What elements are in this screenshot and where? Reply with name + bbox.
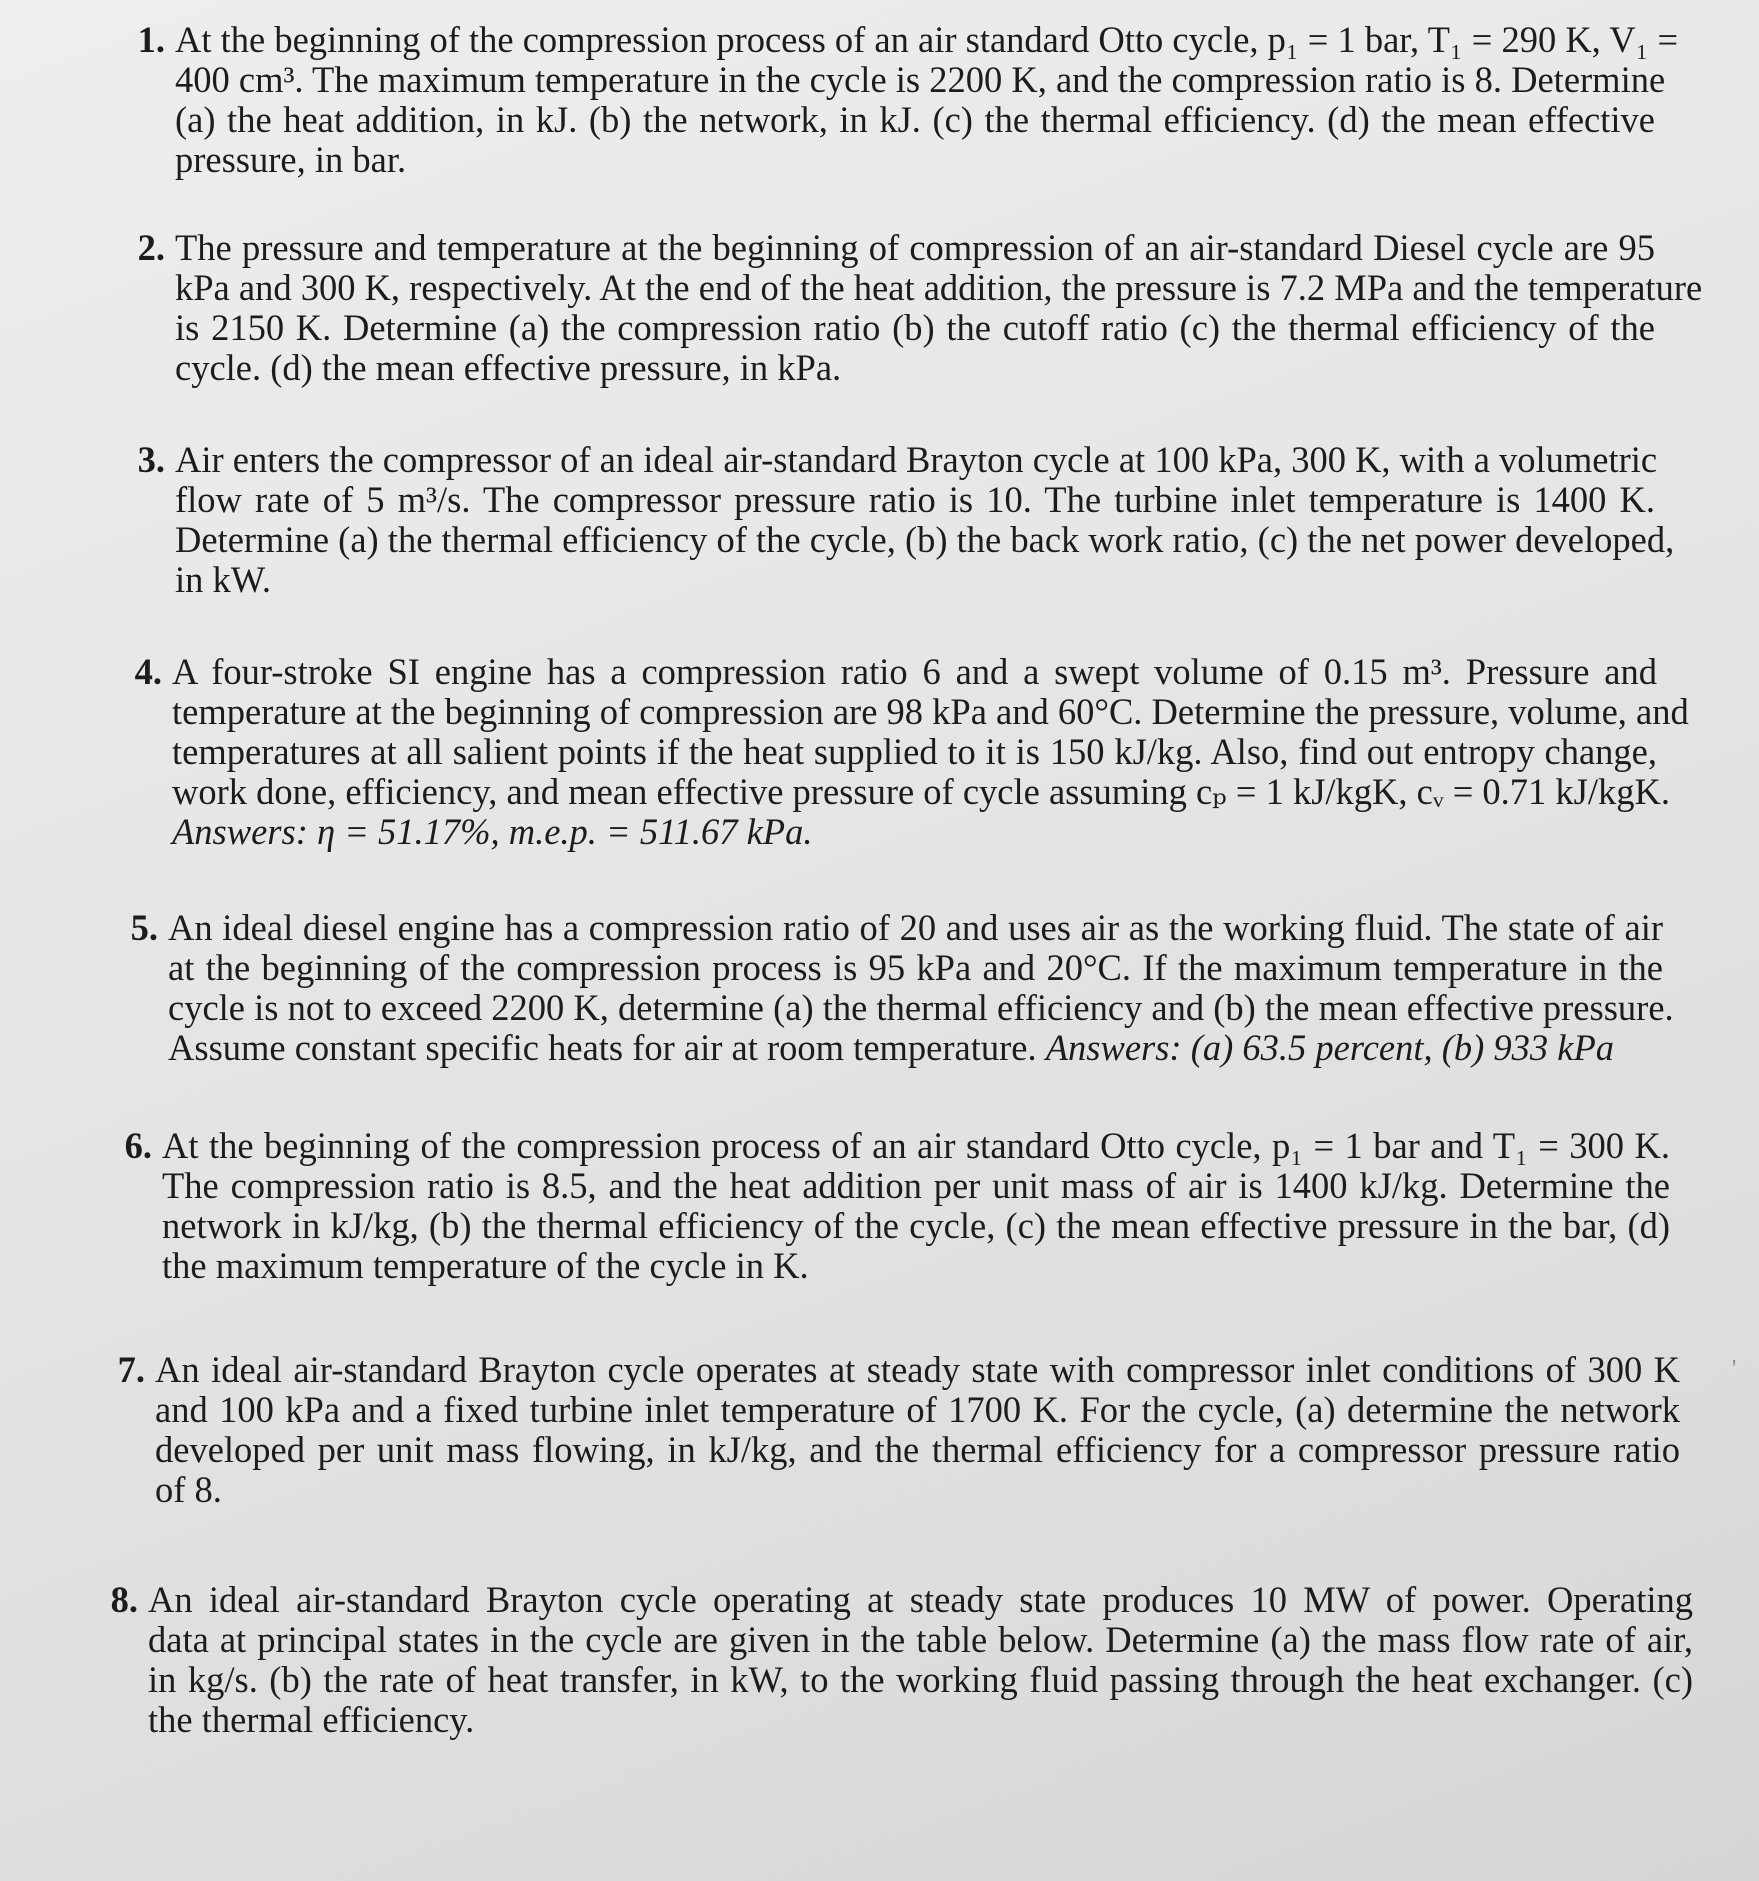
- problem-1: [137, 19, 1679, 180]
- problem-5: [130, 907, 1674, 1068]
- problem-number: 5.: [130, 907, 158, 948]
- problem-line: Assume constant specific heats for air at room temperature.: [168, 1027, 1037, 1068]
- problem-4: [134, 651, 1689, 852]
- problem-number: 3.: [137, 439, 165, 480]
- problem-8: [110, 1579, 1693, 1740]
- problem-line: 400 cm³. The maximum temperature in the cycle is 2200 K, and the compression ratio is 8. Determine: [175, 59, 1666, 100]
- problem-line: in kW.: [175, 559, 271, 600]
- problem-line: pressure, in bar.: [175, 139, 407, 180]
- answers-text: Answers: (a) 63.5 percent, (b) 933 kPa: [1045, 1027, 1615, 1068]
- problem-line: the maximum temperature of the cycle in K.: [162, 1245, 809, 1286]
- problem-line: the thermal efficiency.: [148, 1699, 475, 1740]
- problem-number: 1.: [137, 19, 165, 60]
- problem-line: and 100 kPa and a fixed turbine inlet temperature of 1700 K. For the cycle, (a) determine the network: [155, 1389, 1680, 1430]
- problem-number: 6.: [124, 1125, 152, 1166]
- problem-number: 8.: [110, 1579, 138, 1620]
- problem-2: [137, 227, 1703, 388]
- problem-line: flow rate of 5 m³/s. The compressor pressure ratio is 10. The turbine inlet temperature is 1400 K.: [175, 479, 1655, 520]
- problem-line: Determine (a) the thermal efficiency of the cycle, (b) the back work ratio, (c) the net power developed,: [175, 519, 1675, 560]
- problem-line: An ideal diesel engine has a compression ratio of 20 and uses air as the working fluid. The state of air: [168, 907, 1663, 948]
- problem-line: in kg/s. (b) the rate of heat transfer, in kW, to the working fluid passing through the heat exchanger. (c): [148, 1659, 1693, 1700]
- problem-3: [137, 439, 1675, 600]
- problem-line: kPa and 300 K, respectively. At the end of the heat addition, the pressure is 7.2 MPa and the temperature: [175, 267, 1703, 308]
- problem-line: work done, efficiency, and mean effective pressure of cycle assuming cₚ = 1 kJ/kgK, cᵥ = 0.71 kJ/kgK.: [172, 771, 1671, 812]
- problem-line: At the beginning of the compression process of an air standard Otto cycle, p₁ = 1 bar, T₁ = 290 K, V₁ =: [175, 19, 1679, 60]
- problem-line: The pressure and temperature at the beginning of compression of an air-standard Diesel cycle are 95: [175, 227, 1655, 268]
- problem-line: At the beginning of the compression process of an air standard Otto cycle, p₁ = 1 bar and T₁ = 300 K.: [162, 1125, 1670, 1166]
- stray-mark: ': [1732, 1356, 1737, 1382]
- problem-number: 4.: [134, 651, 162, 692]
- problem-line: is 2150 K. Determine (a) the compression ratio (b) the cutoff ratio (c) the thermal efficiency of the: [175, 307, 1655, 348]
- problem-line-with-answers: [168, 1028, 1663, 1068]
- problem-line: temperature at the beginning of compression are 98 kPa and 60°C. Determine the pressure, volume, and: [172, 691, 1689, 732]
- problem-line: A four-stroke SI engine has a compression ratio 6 and a swept volume of 0.15 m³. Pressure and: [172, 651, 1657, 692]
- problem-line: developed per unit mass flowing, in kJ/kg, and the thermal efficiency for a compressor pressure ratio: [155, 1429, 1680, 1470]
- problem-line: An ideal air-standard Brayton cycle operates at steady state with compressor inlet conditions of 300 K: [155, 1349, 1680, 1390]
- problem-6: [124, 1125, 1670, 1286]
- answers-line: Answers: η = 51.17%, m.e.p. = 511.67 kPa.: [172, 811, 813, 852]
- problem-line: of 8.: [155, 1469, 222, 1510]
- problem-line: temperatures at all salient points if the heat supplied to it is 150 kJ/kg. Also, find out entropy change,: [172, 731, 1657, 772]
- problem-7: [117, 1349, 1680, 1510]
- problem-line: data at principal states in the cycle are given in the table below. Determine (a) the mass flow rate of air,: [148, 1619, 1693, 1660]
- problem-line: network in kJ/kg, (b) the thermal efficiency of the cycle, (c) the mean effective pressure in the bar, (d): [162, 1205, 1670, 1246]
- problem-line: An ideal air-standard Brayton cycle operating at steady state produces 10 MW of power. Operating: [148, 1579, 1693, 1620]
- problem-number: 7.: [117, 1349, 145, 1390]
- problem-line: The compression ratio is 8.5, and the heat addition per unit mass of air is 1400 kJ/kg. Determine the: [162, 1165, 1670, 1206]
- problem-line: at the beginning of the compression process is 95 kPa and 20°C. If the maximum temperature in the: [168, 947, 1663, 988]
- problem-line: (a) the heat addition, in kJ. (b) the network, in kJ. (c) the thermal efficiency. (d) the mean effective: [175, 99, 1655, 140]
- problem-line: cycle. (d) the mean effective pressure, in kPa.: [175, 347, 842, 388]
- problem-line: Air enters the compressor of an ideal air-standard Brayton cycle at 100 kPa, 300 K, with a volumetric: [175, 439, 1658, 480]
- problem-line: cycle is not to exceed 2200 K, determine (a) the thermal efficiency and (b) the mean effective pressure.: [168, 987, 1674, 1028]
- problem-number: 2.: [137, 227, 165, 268]
